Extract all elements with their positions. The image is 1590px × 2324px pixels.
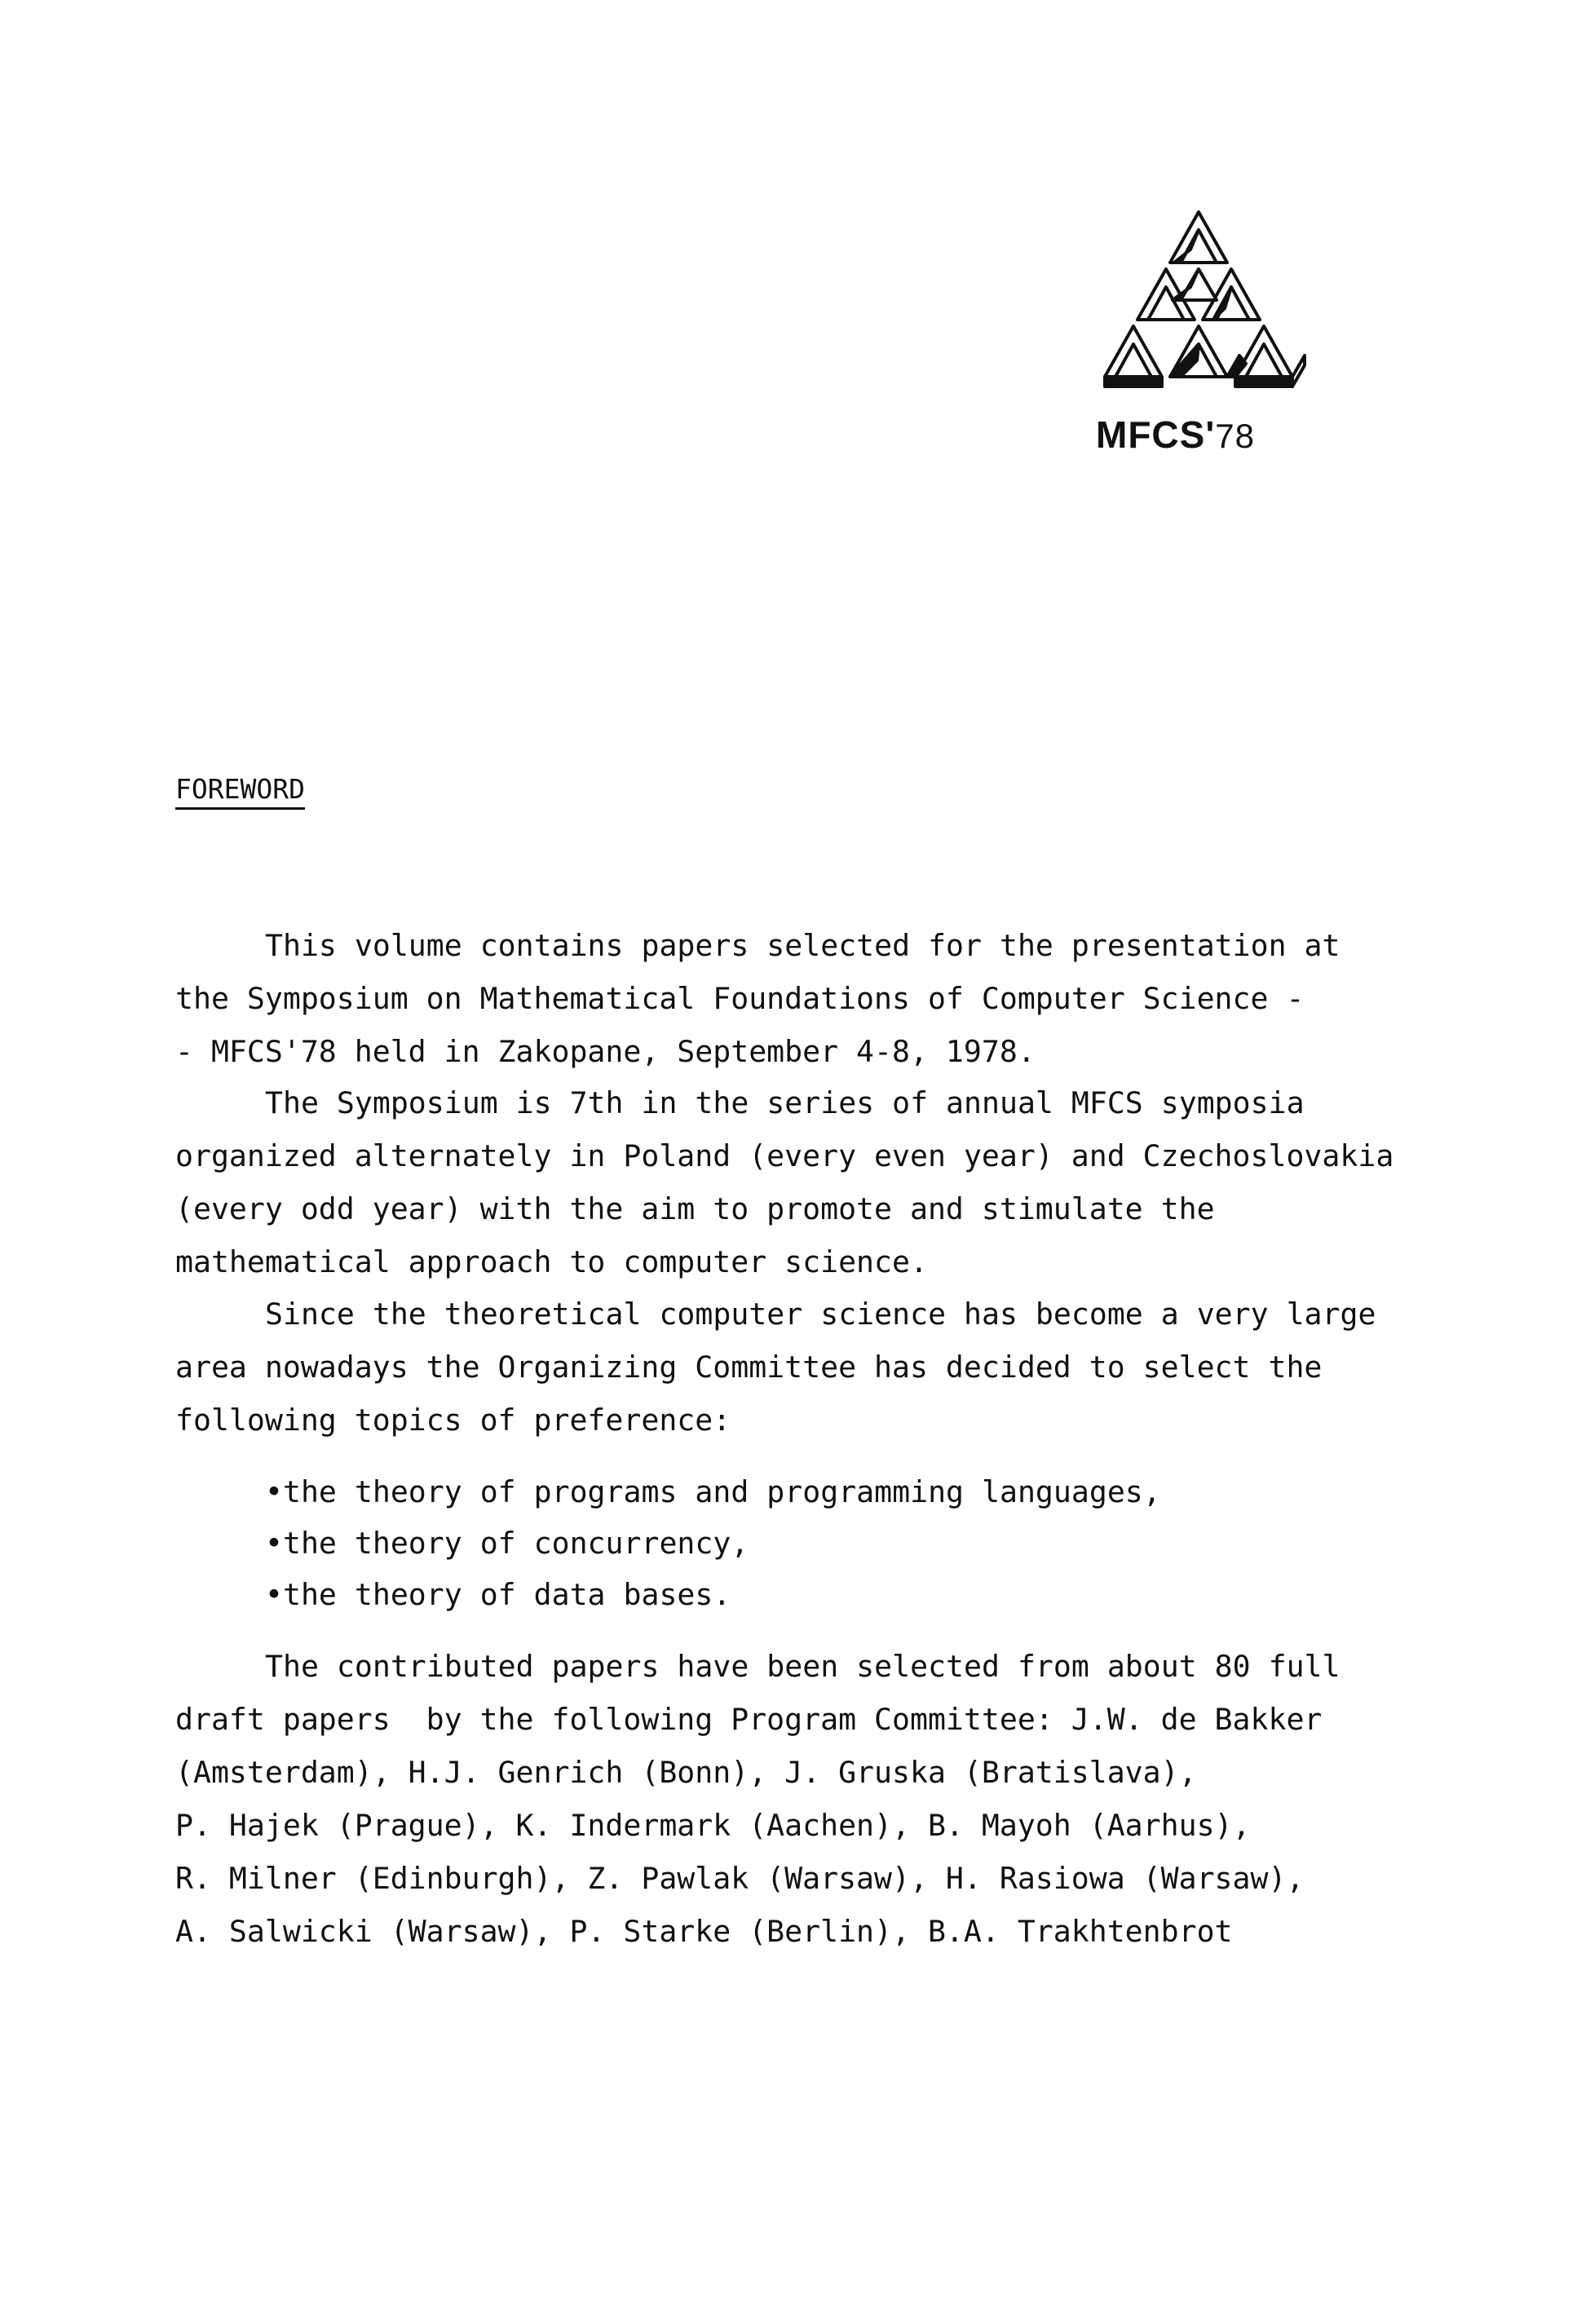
para4-line-6: A. Salwicki (Warsaw), P. Starke (Berlin), B.A. Trakhtenbrot	[175, 1914, 1233, 1949]
para2-line-4: mathematical approach to computer science.	[175, 1244, 928, 1279]
para2-line-1: The Symposium is 7th in the series of annual MFCS symposia	[265, 1085, 1305, 1120]
topic-item-2: •the theory of concurrency,	[265, 1526, 749, 1561]
topic-item-1: •the theory of programs and programming languages,	[265, 1474, 1161, 1509]
para4-line-3: (Amsterdam), H.J. Genrich (Bonn), J. Gruska (Bratislava),	[175, 1755, 1197, 1790]
logo-year: 78	[1215, 417, 1255, 455]
para1-line-3: - MFCS'78 held in Zakopane, September 4-8, 1978.	[175, 1034, 1036, 1069]
logo-name: MFCS	[1096, 413, 1206, 456]
para4-line-2: draft papers by the following Program Committee: J.W. de Bakker	[175, 1702, 1323, 1737]
para1-line-1: This volume contains papers selected for the presentation at	[265, 928, 1340, 963]
para2-line-3: (every odd year) with the aim to promote and stimulate the	[175, 1191, 1215, 1226]
para4-line-5: R. Milner (Edinburgh), Z. Pawlak (Warsaw), H. Rasiowa (Warsaw),	[175, 1861, 1305, 1896]
para4-line-4: P. Hajek (Prague), K. Indermark (Aachen), B. Mayoh (Aarhus),	[175, 1808, 1251, 1843]
para4-line-1: The contributed papers have been selected from about 80 full	[265, 1649, 1340, 1684]
foreword-heading: FOREWORD	[175, 773, 305, 810]
logo-apostrophe: '	[1205, 413, 1216, 456]
topic-item-3: •the theory of data bases.	[265, 1577, 731, 1612]
logo-wordmark	[1096, 413, 1255, 457]
para3-line-2: area nowadays the Organizing Committee has decided to select the	[175, 1350, 1323, 1385]
para1-line-2: the Symposium on Mathematical Foundations of Computer Science -	[175, 981, 1305, 1016]
mfcs78-logo	[1076, 196, 1321, 473]
triangle-cubes-logo-graphic	[1076, 196, 1321, 408]
para3-line-1: Since the theoretical computer science has become a very large	[265, 1297, 1376, 1332]
para2-line-2: organized alternately in Poland (every even year) and Czechoslovakia	[175, 1138, 1394, 1173]
para3-line-3: following topics of preference:	[175, 1403, 731, 1438]
